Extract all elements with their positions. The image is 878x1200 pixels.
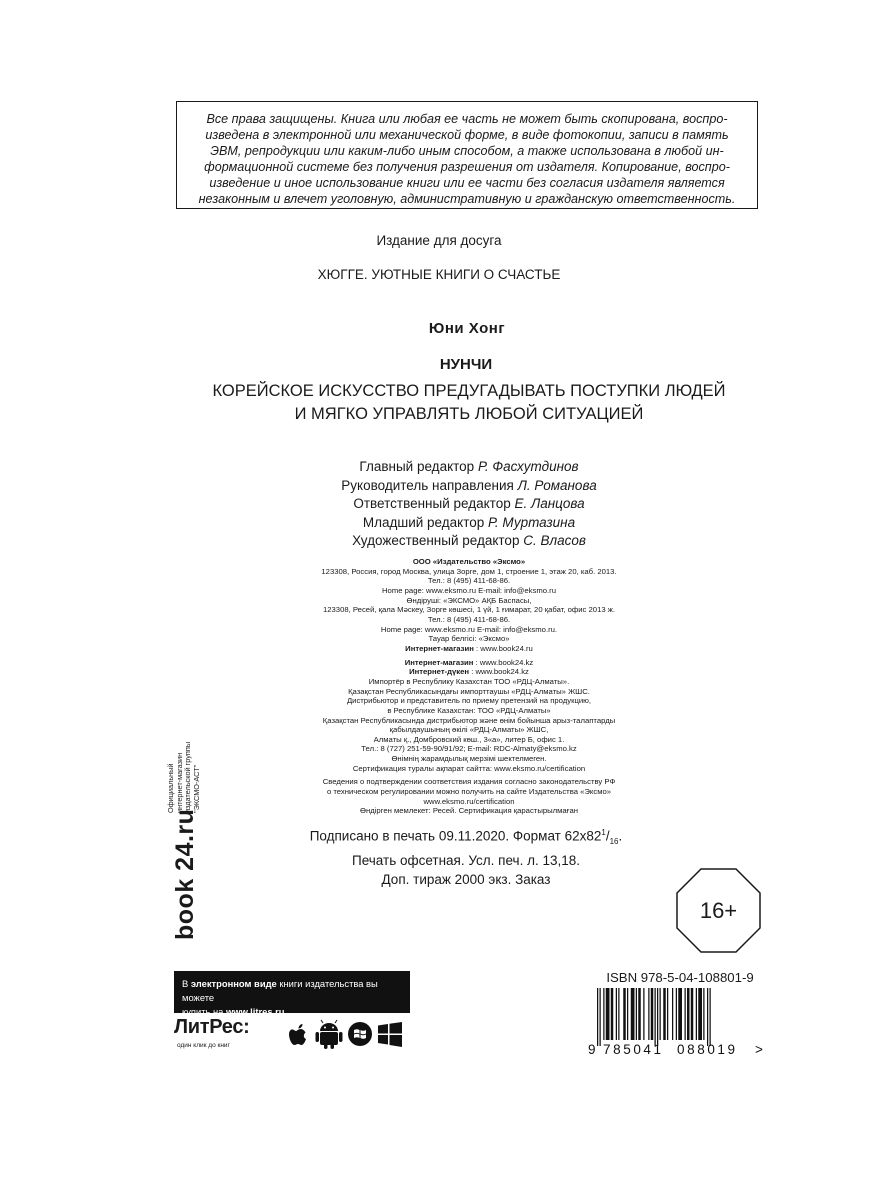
litres-text: купить на — [182, 1006, 226, 1017]
barcode-digits-left: 785041 — [603, 1042, 664, 1056]
kz-line: Сертификация туралы ақпарат сайтта: www.eksmo.ru/certification — [352, 763, 586, 773]
shop-kz2-value: : www.book24.kz — [469, 667, 529, 677]
caption-line: издательской группы — [183, 741, 193, 813]
barcode-bar — [687, 988, 690, 1040]
windows-icon — [378, 1022, 402, 1047]
barcode-bar — [651, 988, 654, 1040]
publisher-name: ООО «Издательство «Эксмо» — [412, 557, 526, 566]
shop-ru-label: Интернет-магазин — [405, 643, 474, 653]
staff-role: Главный редактор — [359, 459, 478, 474]
kz-line: қабылдаушының өкілі «РДЦ-Алматы» ЖШС, — [389, 725, 549, 735]
isbn-number: ISBN 978-5-04-108801-9 — [606, 970, 754, 985]
imprint-line: Тауар белгісі: «Эксмо» — [428, 634, 510, 644]
barcode-bar — [643, 988, 644, 1040]
publisher-imprint — [0, 557, 878, 816]
barcode-bar — [606, 988, 610, 1040]
barcode-bar — [631, 988, 635, 1040]
caption-line: Официальный — [166, 763, 175, 813]
format-slash: / — [605, 828, 610, 844]
format-denominator: 16 — [609, 837, 619, 847]
staff-row — [0, 477, 878, 496]
litres-text: В — [182, 978, 191, 989]
staff-name: Р. Фасхутдинов — [477, 459, 579, 474]
print-line-1 — [0, 823, 878, 851]
litres-url: www.litres.ru — [226, 1006, 285, 1017]
format-period: . — [618, 828, 623, 844]
kz-line: Алматы қ., Домбровский көш., 3«а», литер Б, офис 1. — [373, 734, 565, 744]
litres-logo: ЛитРес: — [174, 1016, 250, 1038]
imprint-line: Өндіруші: «ЭКСМО» АҚБ Баспасы, — [406, 595, 532, 605]
barcode-bar — [685, 988, 686, 1040]
kz-line: Импортёр в Республику Казахстан ТОО «РДЦ-Алматы». — [368, 676, 570, 686]
barcode-digits-right: 088019 — [677, 1042, 738, 1056]
litres-tagline: один клик до книг — [177, 1042, 230, 1049]
barcode-bar — [636, 988, 637, 1040]
cert-line: Өндірген мемлекет: Ресей. Сертификация қарастырылмаған — [359, 806, 579, 816]
print-format-text: Подписано в печать 09.11.2020. Формат 62x82 — [309, 828, 602, 844]
imprint-line: Home page: www.eksmo.ru E-mail: info@eksmo.ru. — [380, 624, 558, 634]
barcode-bar — [698, 988, 702, 1040]
subtitle-line: КОРЕЙСКОЕ ИСКУССТВО ПРЕДУГАДЫВАТЬ ПОСТУПКИ ЛЮДЕЙ — [212, 382, 726, 400]
book24-caption-text — [166, 741, 201, 813]
litres-line-1 — [182, 977, 402, 1005]
barcode-bar — [616, 988, 617, 1040]
apple-icon — [289, 1024, 306, 1045]
litres-text: книги издательства вы можете — [182, 978, 378, 1003]
rights-line: формационной системе без получения разрешения от издателя. Копирование, воспро- — [204, 160, 730, 174]
barcode-bar — [600, 988, 601, 1046]
staff-row — [0, 514, 878, 533]
litres-text-bold: электронном виде — [190, 978, 277, 989]
staff-name: Е. Ланцова — [514, 496, 585, 512]
android-icon — [316, 1020, 343, 1049]
kz-line: Тел.: 8 (727) 251-59-90/91/92; E-mail: RDC-Almaty@eksmo.kz — [361, 744, 577, 754]
barcode-bar — [638, 988, 641, 1040]
staff-name: С. Власов — [523, 533, 586, 549]
staff-row — [0, 458, 878, 477]
author-name: Юни Хонг — [428, 320, 506, 337]
barcode-bar — [672, 988, 673, 1040]
barcode — [587, 988, 777, 1056]
shop-kz-value: : www.book24.kz — [473, 657, 534, 667]
cert-line: www.eksmo.ru/certification — [423, 796, 515, 806]
print-line-2: Печать офсетная. Усл. печ. л. 13,18. — [352, 853, 580, 869]
format-numerator: 1 — [601, 828, 606, 837]
windows-legacy-icon — [348, 1022, 372, 1046]
shop-kz2-label: Интернет-дүкен — [409, 667, 470, 677]
barcode-bar — [667, 988, 668, 1040]
staff-name: Л. Романова — [517, 477, 597, 493]
barcode-bar — [676, 988, 677, 1040]
platform-icons — [287, 1017, 407, 1051]
imprint-line: Home page: www.eksmo.ru E-mail: info@eksmo.ru — [382, 585, 556, 595]
book24-logo: book 24.ru — [171, 808, 199, 940]
staff-row — [0, 532, 878, 551]
subtitle-line: И МЯГКО УПРАВЛЯТЬ ЛЮБОЙ СИТУАЦИЕЙ — [294, 405, 644, 423]
shop-ru-line — [0, 644, 878, 654]
age-rating: 16+ — [699, 897, 738, 923]
caption-line: интернет-магазин — [174, 752, 184, 813]
imprint-line: Тел.: 8 (495) 411-68-86. — [427, 576, 511, 586]
print-line-3: Доп. тираж 2000 экз. Заказ — [381, 872, 551, 888]
edition-type: Издание для досуга — [376, 233, 502, 248]
editorial-staff — [0, 458, 878, 551]
kz-line: Дистрибьютор и представитель по приему претензий на продукцию, — [346, 696, 592, 706]
barcode-bar — [710, 988, 711, 1046]
rights-notice-box — [176, 101, 758, 209]
imprint-line: 123308, Ресей, қала Мәскеу, Зорге көшесі, 1 үй, 1 ғимарат, 20 қабат, офис 2013 ж. — [322, 605, 616, 615]
kz-line: в Республике Казахстан: ТОО «РДЦ-Алматы» — [387, 705, 551, 715]
book-title: НУНЧИ — [439, 356, 493, 373]
shop-kz2-line — [0, 667, 878, 677]
barcode-bar — [597, 988, 598, 1046]
barcode-bar — [618, 988, 619, 1040]
rights-line: Все права защищены. Книга или любая ее часть не может быть скопирована, воспро- — [206, 112, 728, 126]
kz-line: Қазақстан Республикасында дистрибьютор және өнім бойынша арыз-талаптарды — [322, 715, 616, 725]
staff-row — [0, 495, 878, 514]
staff-name: Р. Муртазина — [488, 514, 576, 530]
staff-role: Руководитель направления — [341, 477, 518, 493]
litres-promo — [174, 971, 410, 1017]
barcode-bar — [663, 988, 666, 1040]
barcode-digit-end: > — [755, 1042, 763, 1056]
barcode-bar — [678, 988, 682, 1040]
staff-role: Художественный редактор — [352, 533, 524, 549]
kz-line: Қазақстан Республикасындағы импорттаушы «РДЦ-Алматы» ЖШС. — [348, 686, 590, 696]
barcode-bars — [597, 988, 711, 1046]
shop-kz-label: Интернет-магазин — [404, 657, 474, 667]
shop-ru-value: : www.book24.ru — [473, 643, 533, 653]
shop-kz-line — [0, 658, 878, 668]
rights-line: ЭВМ, репродукции или каким-либо иным способом, а также использована в любой ин- — [210, 144, 724, 158]
barcode-bar — [703, 988, 704, 1040]
barcode-bar — [623, 988, 626, 1040]
barcode-bar — [627, 988, 628, 1040]
book24-caption — [165, 741, 225, 815]
caption-line: "ЭКСМО-АСТ" — [191, 764, 201, 813]
rights-line: изведена в электронной или механической форме, в виде фотокопии, записи в память — [205, 128, 729, 142]
book-subtitle — [0, 380, 878, 426]
imprint-line: Тел.: 8 (495) 411-68-86. — [427, 614, 511, 624]
barcode-digit-first: 9 — [588, 1042, 596, 1056]
barcode-bar — [691, 988, 694, 1040]
cert-line: Сведения о подтверждении соответствия издания согласно законодательству РФ — [322, 777, 616, 787]
barcode-bar — [603, 988, 604, 1040]
barcode-bar — [655, 988, 656, 1046]
barcode-bar — [696, 988, 697, 1040]
staff-role: Ответственный редактор — [353, 496, 515, 512]
barcode-bar — [657, 988, 658, 1046]
barcode-bar — [648, 988, 649, 1040]
barcode-bar — [611, 988, 614, 1040]
series-name: ХЮГГЕ. УЮТНЫЕ КНИГИ О СЧАСТЬЕ — [317, 267, 561, 282]
rights-line: незаконным и влечет уголовную, административную и гражданскую ответственность. — [198, 192, 736, 206]
kz-line: Өнімнің жарамдылық мерзімі шектелмеген. — [391, 754, 547, 764]
cert-line: о техническом регулировании можно получить на сайте Издательства «Эксмо» — [326, 787, 612, 797]
imprint-line: 123308, Россия, город Москва, улица Зорге, дом 1, строение 1, этаж 20, каб. 2013. — [321, 566, 617, 576]
barcode-bar — [660, 988, 661, 1040]
barcode-bar — [707, 988, 708, 1046]
rights-line: изведение и иное использование книги или ее части без согласия издателя является — [209, 176, 725, 190]
staff-role: Младший редактор — [362, 514, 489, 530]
